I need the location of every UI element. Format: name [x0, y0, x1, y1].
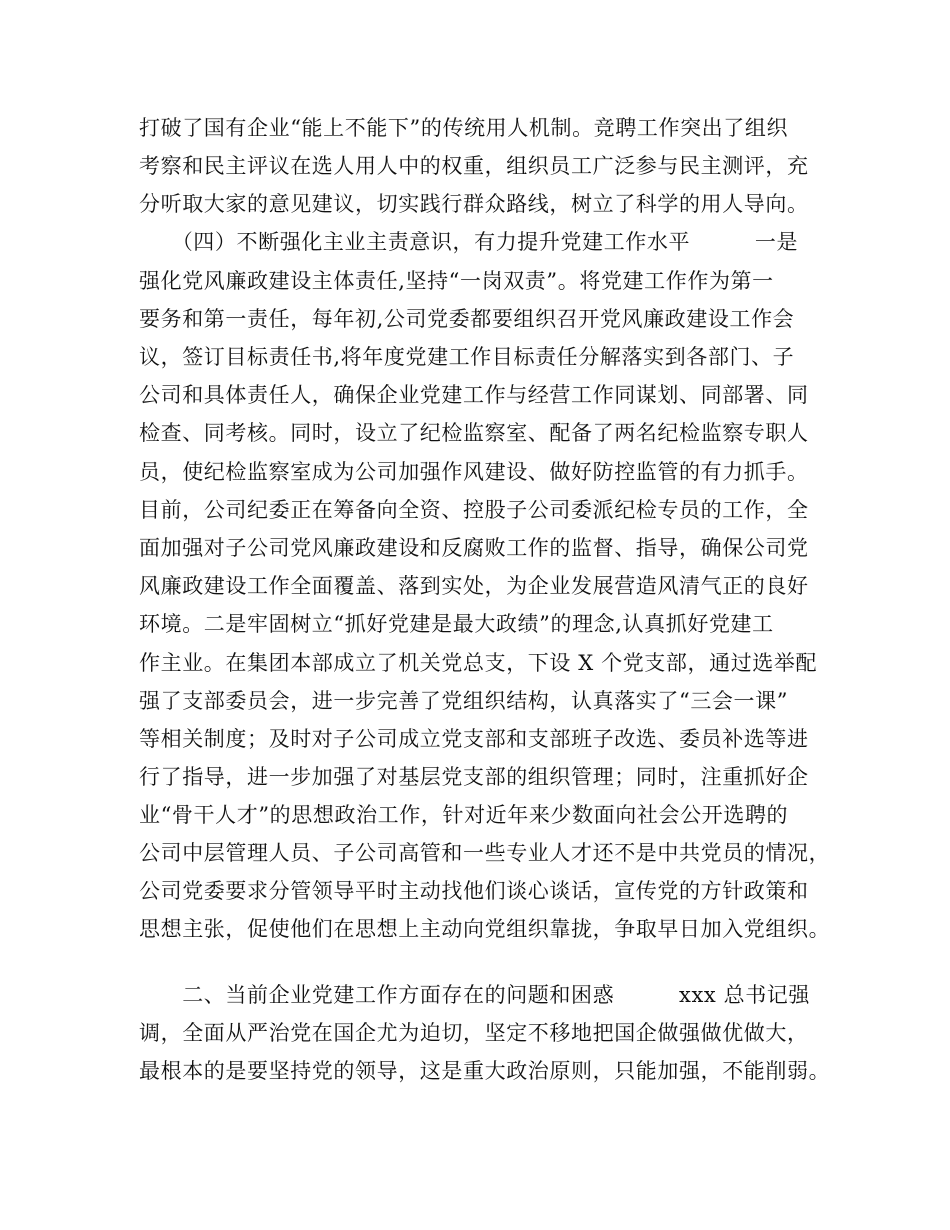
text-line: 风廉政建设工作全面覆盖、落到实处，为企业发展营造风清气正的良好 [139, 574, 809, 598]
text-line: 考察和民主评议在选人用人中的权重，组织员工广泛参与民主测评，充 [139, 154, 809, 178]
section-heading-line: （四）不断强化主业主责意识，有力提升党建工作水平 一是 [139, 230, 799, 254]
text-line: 面加强对子公司党风廉政建设和反腐败工作的监督、指导，确保公司党 [139, 536, 809, 560]
text-line: 检查、同考核。同时，设立了纪检监察室、配备了两名纪检监察专职人 [139, 421, 809, 445]
text-line: 员，使纪检监察室成为公司加强作风建设、做好防控监管的有力抓手。 [139, 460, 809, 484]
text-line: 作主业。在集团本部成立了机关党总支，下设 X 个党支部，通过选举配 [139, 651, 818, 675]
text-line: 思想主张，促使他们在思想上主动向党组织靠拢，争取早日加入党组织。 [139, 917, 831, 941]
text-line: 分听取大家的意见建议，切实践行群众路线，树立了科学的用人导向。 [139, 192, 809, 216]
text-line: 目前，公司纪委正在筹备向全资、控股子公司委派纪检专员的工作，全 [139, 498, 809, 522]
text-line: 行了指导，进一步加强了对基层党支部的组织管理；同时，注重抓好企 [139, 765, 809, 789]
section-heading-line: 二、当前企业党建工作方面存在的问题和困惑 xxx 总书记强 [139, 983, 811, 1007]
text-line: 最根本的是要坚持党的领导，这是重大政治原则，只能加强，不能削弱。 [139, 1059, 831, 1083]
text-line: 强化党风廉政建设主体责任,坚持“一岗双责”。将党建工作作为第一 [139, 269, 774, 293]
text-line: 议，签订目标责任书,将年度党建工作目标责任分解落实到各部门、子 [139, 345, 795, 369]
text-line: 强了支部委员会，进一步完善了党组织结构，认真落实了“三会一课” [139, 689, 789, 713]
text-line: 业“骨干人才”的思想政治工作，针对近年来少数面向社会公开选聘的 [139, 803, 789, 827]
text-line: 调，全面从严治党在国企尤为迫切，坚定不移地把国企做强做优做大， [139, 1021, 809, 1045]
text-line: 环境。二是牢固树立“抓好党建是最大政绩”的理念,认真抓好党建工 [139, 612, 774, 636]
text-line: 等相关制度；及时对子公司成立党支部和支部班子改选、委员补选等进 [139, 727, 809, 751]
text-line: 打破了国有企业“能上不能下”的传统用人机制。竞聘工作突出了组织 [139, 116, 789, 140]
text-line: 公司党委要求分管领导平时主动找他们谈心谈话，宣传党的方针政策和 [139, 879, 809, 903]
text-line: 公司中层管理人员、子公司高管和一些专业人才还不是中共党员的情况， [139, 841, 831, 865]
text-line: 要务和第一责任，每年初,公司党委都要组织召开党风廉政建设工作会 [139, 307, 795, 331]
text-line: 公司和具体责任人，确保企业党建工作与经营工作同谋划、同部署、同 [139, 383, 809, 407]
